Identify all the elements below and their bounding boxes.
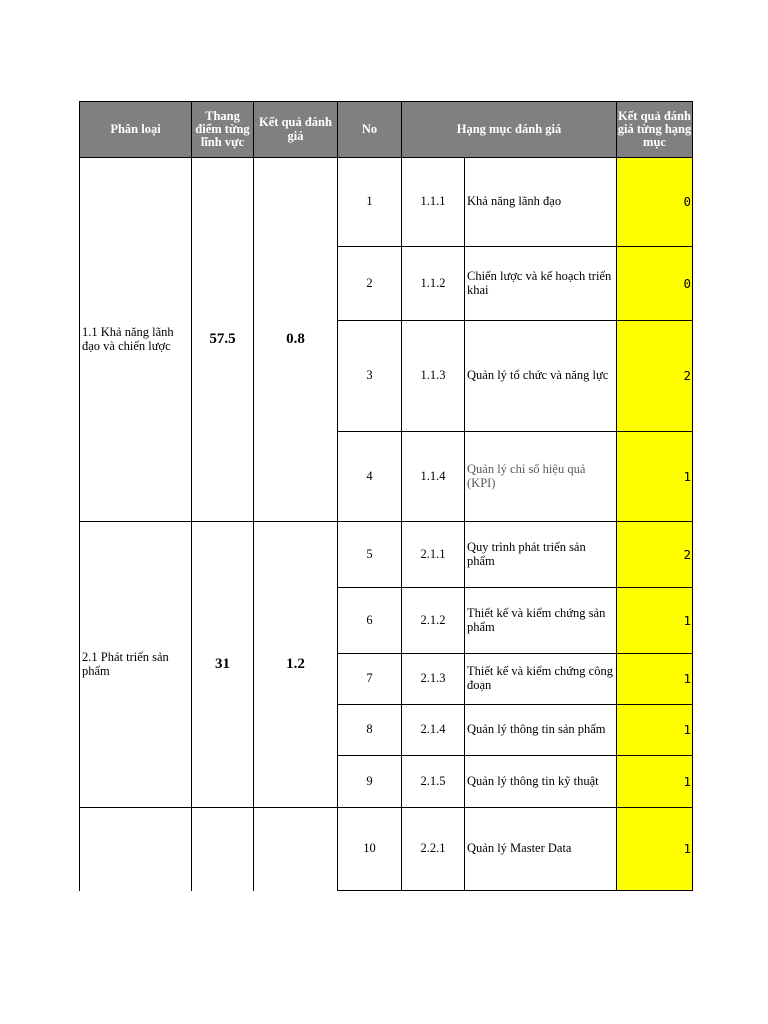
row-item-name: Quản lý chỉ số hiệu quả (KPI) — [464, 431, 617, 522]
row-item-name: Khả năng lãnh đạo — [464, 157, 617, 247]
row-item-name: Quản lý thông tin kỹ thuật — [464, 755, 617, 808]
row-code: 2.1.5 — [401, 755, 465, 808]
group-category — [79, 807, 192, 891]
row-no: 7 — [337, 653, 402, 705]
row-code: 2.1.1 — [401, 521, 465, 588]
group-scale — [191, 807, 254, 891]
row-no: 5 — [337, 521, 402, 588]
row-score: 0 — [616, 157, 693, 247]
header-no: No — [337, 101, 402, 158]
row-item-name: Quản lý thông tin sản phẩm — [464, 704, 617, 756]
group-result: 0.8 — [253, 157, 338, 522]
row-score: 1 — [616, 807, 693, 891]
row-code: 2.2.1 — [401, 807, 465, 891]
row-score: 1 — [616, 587, 693, 654]
row-code: 1.1.4 — [401, 431, 465, 522]
header-scale: Thang điểm từng lĩnh vực — [191, 101, 254, 158]
row-item-name: Quản lý tổ chức và năng lực — [464, 320, 617, 432]
group-scale: 57.5 — [191, 157, 254, 522]
row-score: 1 — [616, 653, 693, 705]
row-score: 1 — [616, 704, 693, 756]
row-code: 1.1.2 — [401, 246, 465, 321]
row-score: 0 — [616, 246, 693, 321]
row-no: 9 — [337, 755, 402, 808]
row-item-name: Thiết kế và kiểm chứng công đoạn — [464, 653, 617, 705]
row-no: 4 — [337, 431, 402, 522]
row-code: 2.1.4 — [401, 704, 465, 756]
row-score: 1 — [616, 431, 693, 522]
group-category: 1.1 Khả năng lãnh đạo và chiến lược — [79, 157, 192, 522]
row-no: 2 — [337, 246, 402, 321]
header-category: Phân loại — [79, 101, 192, 158]
group-result — [253, 807, 338, 891]
header-item: Hạng mục đánh giá — [401, 101, 617, 158]
row-code: 2.1.2 — [401, 587, 465, 654]
row-no: 10 — [337, 807, 402, 891]
row-code: 1.1.1 — [401, 157, 465, 247]
row-item-name: Thiết kế và kiểm chứng sản phẩm — [464, 587, 617, 654]
header-result: Kết quả đánh giá — [253, 101, 338, 158]
row-score: 2 — [616, 521, 693, 588]
row-no: 8 — [337, 704, 402, 756]
header-item-result: Kết quả đánh giá từng hạng mục — [616, 101, 693, 158]
row-no: 3 — [337, 320, 402, 432]
row-item-name: Quản lý Master Data — [464, 807, 617, 891]
group-scale: 31 — [191, 521, 254, 808]
evaluation-table — [79, 101, 693, 891]
group-result: 1.2 — [253, 521, 338, 808]
row-code: 1.1.3 — [401, 320, 465, 432]
row-score: 2 — [616, 320, 693, 432]
row-code: 2.1.3 — [401, 653, 465, 705]
row-no: 6 — [337, 587, 402, 654]
row-no: 1 — [337, 157, 402, 247]
row-item-name: Quy trình phát triển sản phẩm — [464, 521, 617, 588]
row-score: 1 — [616, 755, 693, 808]
row-item-name: Chiến lược và kế hoạch triển khai — [464, 246, 617, 321]
group-category: 2.1 Phát triển sản phẩm — [79, 521, 192, 808]
